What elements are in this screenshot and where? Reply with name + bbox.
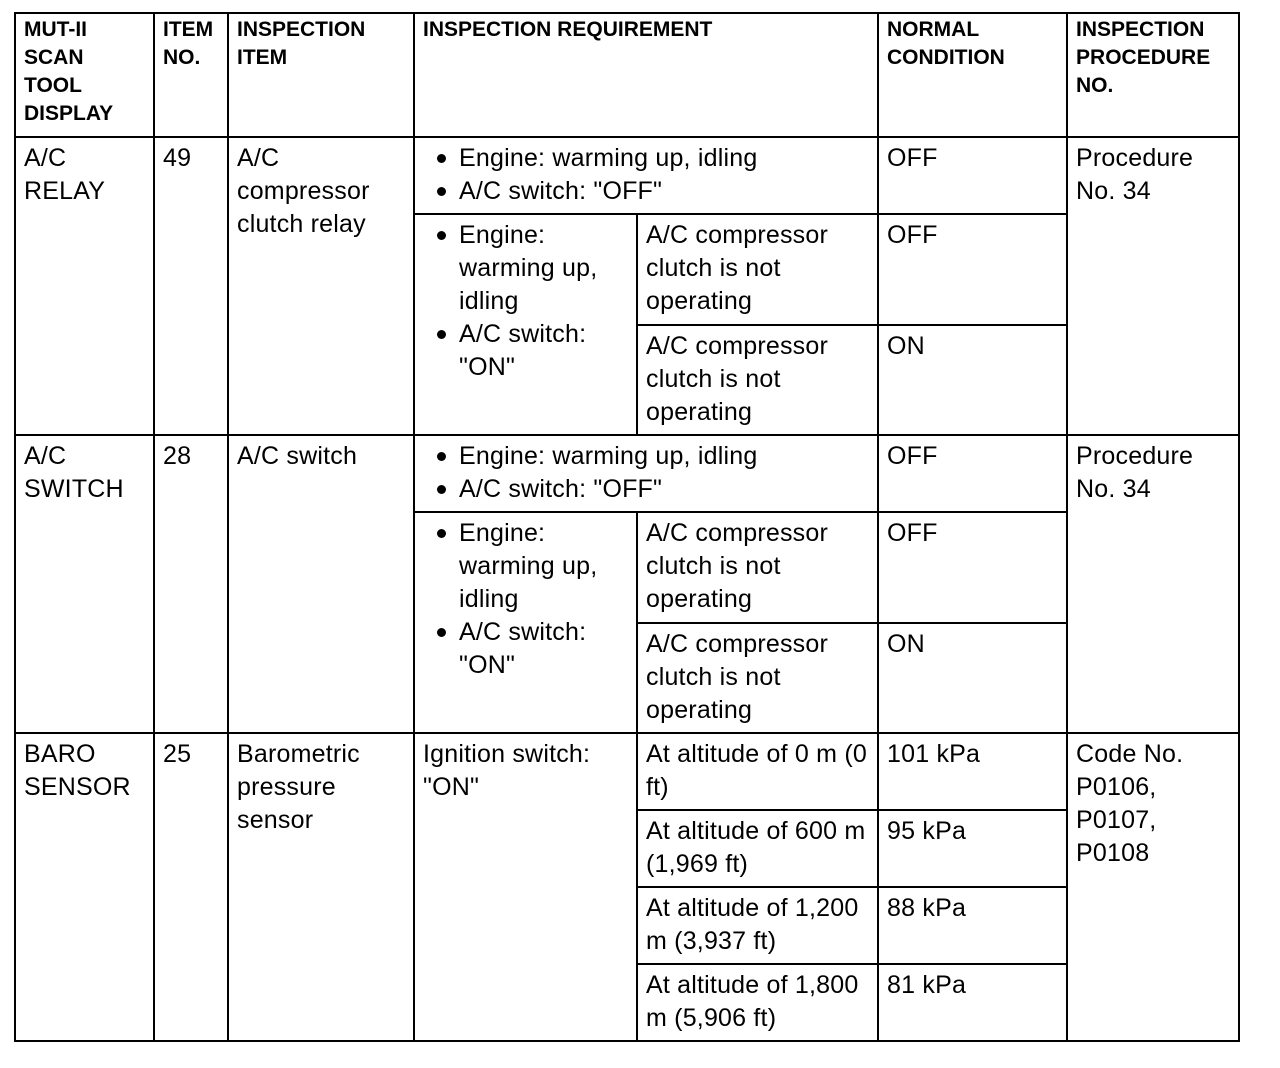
header-row <box>15 13 1239 137</box>
table-row <box>15 137 1239 214</box>
requirement-list <box>423 142 871 208</box>
state-cell: A/C compressor clutch is not operating <box>637 512 878 623</box>
normal-cell: ON <box>878 325 1067 435</box>
list-item: Engine: warming up, idling <box>423 142 871 175</box>
header-item-no: ITEM NO. <box>154 13 228 137</box>
display-cell: A/C RELAY <box>15 137 154 435</box>
header-normal: NORMAL CONDITION <box>878 13 1067 137</box>
state-cell: A/C compressor clutch is not operating <box>637 325 878 435</box>
requirement-cell: Ignition switch: "ON" <box>414 733 637 1041</box>
table-row <box>15 435 1239 512</box>
requirement-cell <box>414 435 878 512</box>
requirement-cell <box>414 512 637 733</box>
item-cell: A/C compressor clutch relay <box>228 137 414 435</box>
item-cell: A/C switch <box>228 435 414 733</box>
state-cell: At altitude of 600 m (1,969 ft) <box>637 810 878 887</box>
list-item: A/C switch: "ON" <box>423 318 630 384</box>
requirement-list <box>423 219 630 384</box>
display-cell: A/C SWITCH <box>15 435 154 733</box>
list-item: A/C switch: "OFF" <box>423 473 871 506</box>
item-cell: Barometric pressure sensor <box>228 733 414 1041</box>
inspection-table <box>14 12 1240 1042</box>
normal-cell: 95 kPa <box>878 810 1067 887</box>
requirement-cell <box>414 137 878 214</box>
table-row <box>15 733 1239 810</box>
display-cell: BARO SENSOR <box>15 733 154 1041</box>
requirement-cell <box>414 214 637 435</box>
normal-cell: OFF <box>878 214 1067 325</box>
normal-cell: OFF <box>878 435 1067 512</box>
list-item: A/C switch: "OFF" <box>423 175 871 208</box>
state-cell: At altitude of 1,800 m (5,906 ft) <box>637 964 878 1041</box>
normal-cell: 88 kPa <box>878 887 1067 964</box>
header-display: MUT-II SCAN TOOL DISPLAY <box>15 13 154 137</box>
state-cell: At altitude of 1,200 m (3,937 ft) <box>637 887 878 964</box>
item-no-cell: 49 <box>154 137 228 435</box>
header-procedure: INSPECTION PROCEDURE NO. <box>1067 13 1239 137</box>
procedure-cell: Procedure No. 34 <box>1067 137 1239 435</box>
requirement-list <box>423 440 871 506</box>
list-item: A/C switch: "ON" <box>423 616 630 682</box>
item-no-cell: 25 <box>154 733 228 1041</box>
normal-cell: OFF <box>878 137 1067 214</box>
list-item: Engine: warming up, idling <box>423 219 630 318</box>
header-requirement: INSPECTION REQUIREMENT <box>414 13 878 137</box>
state-cell: A/C compressor clutch is not operating <box>637 214 878 325</box>
procedure-cell: Code No. P0106, P0107, P0108 <box>1067 733 1239 1041</box>
procedure-cell: Procedure No. 34 <box>1067 435 1239 733</box>
header-item: INSPECTION ITEM <box>228 13 414 137</box>
item-no-cell: 28 <box>154 435 228 733</box>
normal-cell: ON <box>878 623 1067 733</box>
state-cell: A/C compressor clutch is not operating <box>637 623 878 733</box>
normal-cell: 101 kPa <box>878 733 1067 810</box>
list-item: Engine: warming up, idling <box>423 440 871 473</box>
state-cell: At altitude of 0 m (0 ft) <box>637 733 878 810</box>
requirement-list <box>423 517 630 682</box>
list-item: Engine: warming up, idling <box>423 517 630 616</box>
normal-cell: OFF <box>878 512 1067 623</box>
normal-cell: 81 kPa <box>878 964 1067 1041</box>
